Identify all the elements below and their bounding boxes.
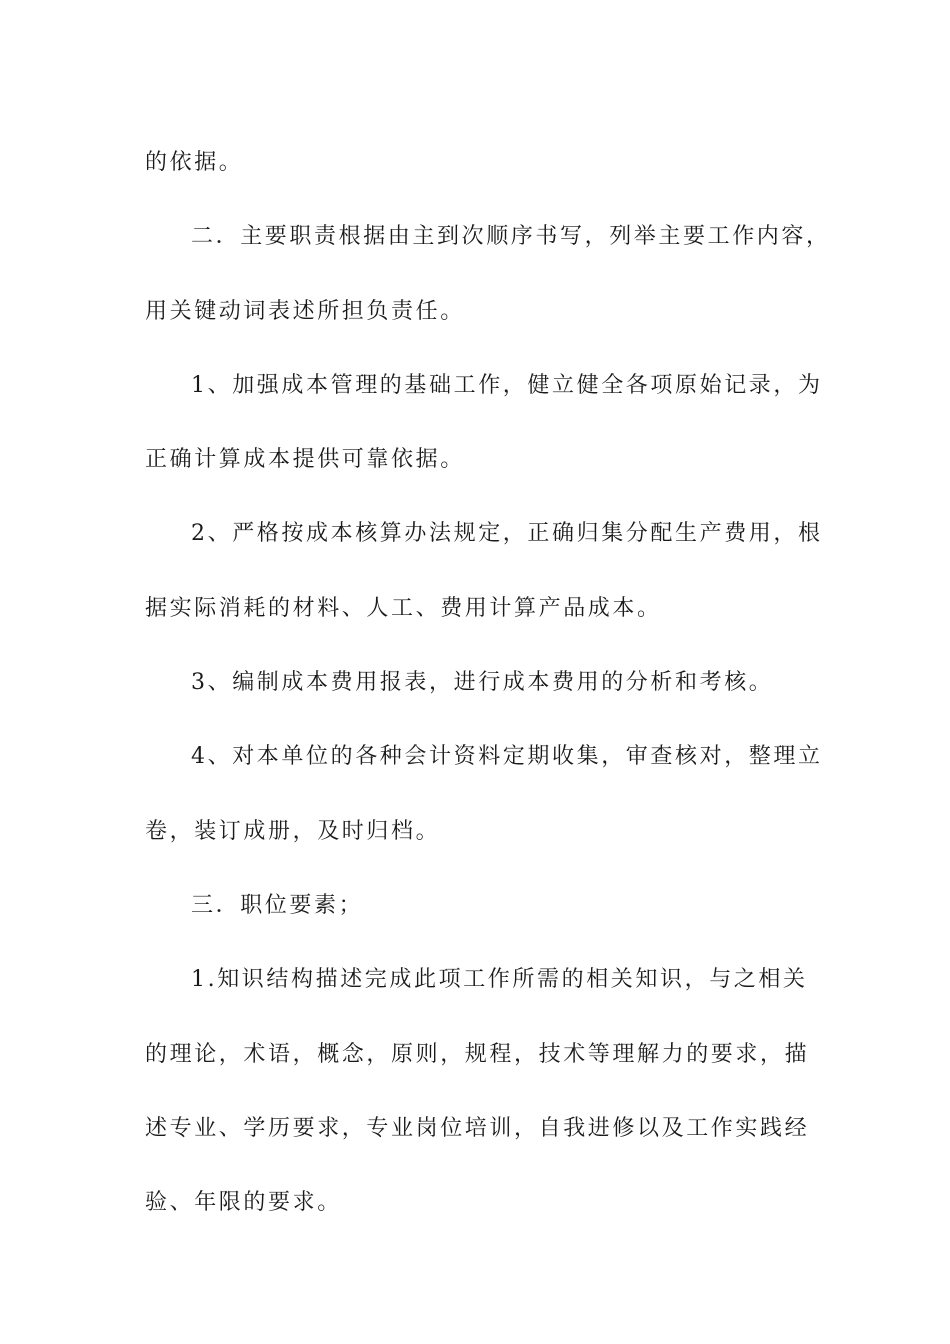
text-line: 的理论，术语，概念，原则，规程，技术等理解力的要求，描 [145,1041,810,1067]
document-body [145,126,831,1240]
text-line: 2、严格按成本核算办法规定，正确归集分配生产费用，根 [191,521,823,547]
section-heading: 三．职位要素； [191,892,364,918]
text-line: 4、对本单位的各种会计资料定期收集，审查核对，整理立 [191,744,823,770]
text-line: 据实际消耗的材料、人工、费用计算产品成本。 [145,595,662,621]
text-line: 的依据。 [145,150,244,175]
text-line: 用关键动词表述所担负责任。 [145,298,465,324]
text-line: 3、编制成本费用报表，进行成本费用的分析和考核。 [191,670,774,696]
text-line: 卷，装订成册，及时归档。 [145,818,441,844]
text-line: 1、加强成本管理的基础工作，健立健全各项原始记录，为 [191,372,823,398]
text-line: 正确计算成本提供可靠依据。 [145,447,465,473]
text-line: 述专业、学历要求，专业岗位培训，自我进修以及工作实践经 [145,1115,810,1141]
text-line: 验、年限的要求。 [145,1190,342,1216]
text-line: 1.知识结构描述完成此项工作所需的相关知识，与之相关 [191,967,808,993]
text-line: 二．主要职责根据由主到次顺序书写，列举主要工作内容， [191,224,831,250]
